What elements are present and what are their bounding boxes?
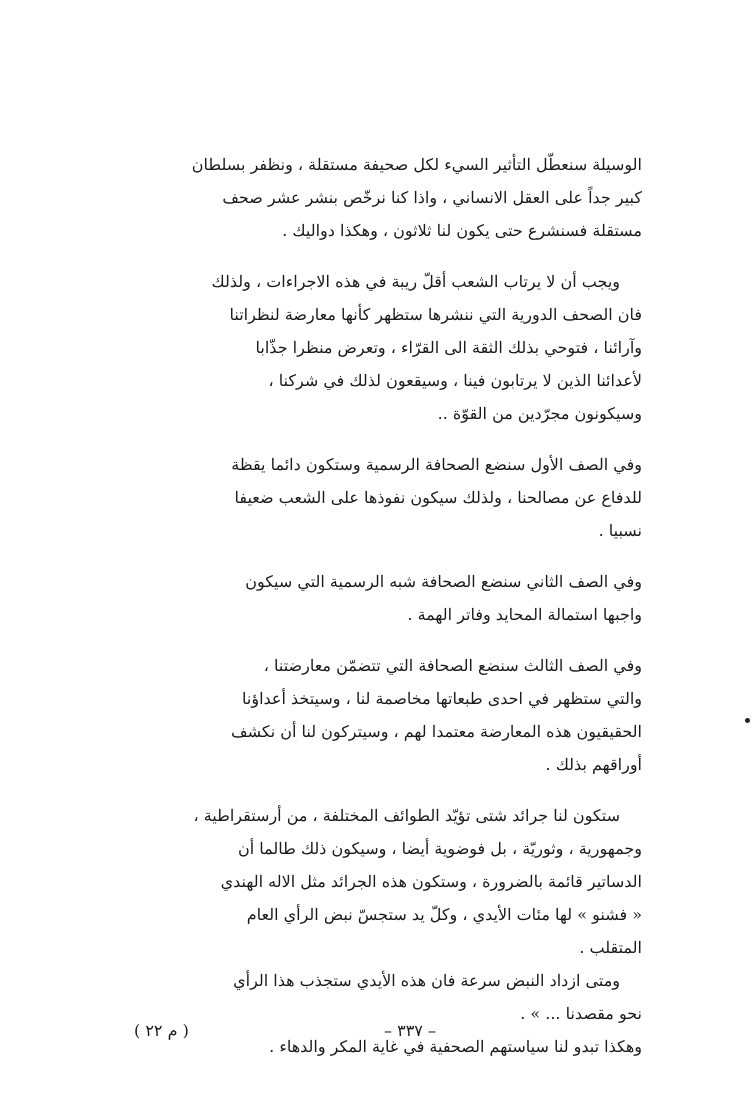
text-line: وهكذا تبدو لنا سياستهم الصحفية في غاية المكر والدهاء . bbox=[269, 1037, 642, 1056]
page-number: – ٣٣٧ – bbox=[384, 1021, 436, 1040]
paragraph-6 bbox=[120, 799, 642, 964]
text-line: وجمهورية ، وثوريّة ، بل فوضوية أيضا ، وسيكون ذلك طالما أن bbox=[237, 839, 642, 858]
text-line: الدساتير قائمة بالضرورة ، وستكون هذه الجرائد مثل الاله الهندي bbox=[220, 872, 642, 891]
paragraph-3 bbox=[120, 448, 642, 547]
text-line: وآرائنا ، فتوحي بذلك الثقة الى القرّاء ، وتعرض منظرا جذّابا bbox=[255, 338, 642, 357]
text-line: الوسيلة سنعطّل التأثير السيء لكل صحيفة مستقلة ، ونظفر بسلطان bbox=[191, 155, 642, 174]
text-line: المتقلب . bbox=[579, 938, 642, 957]
body-text bbox=[120, 148, 642, 1063]
text-line: وفي الصف الأول سنضع الصحافة الرسمية وستكون دائما يقظة bbox=[231, 455, 642, 474]
text-line: الحقيقيون هذه المعارضة معتمدا لهم ، وسيتركون لنا أن نكشف bbox=[231, 722, 642, 741]
text-line: ويجب أن لا يرتاب الشعب أقلّ ريبة في هذه الاجراءات ، ولذلك bbox=[211, 272, 620, 291]
paragraph-2 bbox=[120, 265, 642, 430]
text-line: والتي ستظهر في احدى طبعاتها مخاصمة لنا ، وسيتخذ أعداؤنا bbox=[242, 689, 642, 708]
signature-mark: ( م ٢٢ ) bbox=[134, 1021, 189, 1040]
scan-speck bbox=[745, 718, 750, 723]
text-line: « فشنو » لها مئات الأيدي ، وكلّ يد ستجسّ نبض الرأي العام bbox=[246, 905, 642, 924]
text-line: مستقلة فسنشرع حتى يكون لنا ثلاثون ، وهكذا دواليك . bbox=[282, 221, 642, 240]
text-line: لأعدائنا الذين لا يرتابون فينا ، وسيقعون لذلك في شركنا ، bbox=[268, 371, 642, 390]
text-line: أوراقهم بذلك . bbox=[545, 755, 642, 774]
text-line: نحو مقصدنا ... » . bbox=[520, 1004, 642, 1023]
text-line: فان الصحف الدورية التي ننشرها ستظهر كأنها معارضة لنظراتنا bbox=[229, 305, 642, 324]
text-line: وسيكونون مجرّدين من القوّة .. bbox=[437, 404, 642, 423]
page-footer bbox=[0, 1016, 754, 1046]
text-line: للدفاع عن مصالحنا ، ولذلك سيكون نفوذها على الشعب ضعيفا bbox=[234, 488, 642, 507]
text-line: ومتى ازداد النبض سرعة فان هذه الأيدي ستجذب هذا الرأي bbox=[233, 971, 620, 990]
text-line: كبير جداً على العقل الانساني ، واذا كنا نرخّص بنشر عشر صحف bbox=[222, 188, 642, 207]
paragraph-1 bbox=[120, 148, 642, 247]
text-line: ستكون لنا جرائد شتى تؤيّد الطوائف المختلفة ، من أرستقراطية ، bbox=[193, 806, 620, 825]
text-line: وفي الصف الثاني سنضع الصحافة شبه الرسمية التي سيكون bbox=[245, 572, 642, 591]
text-line: واجبها استمالة المحايد وفاتر الهمة . bbox=[407, 605, 642, 624]
paragraph-4 bbox=[120, 565, 642, 631]
paragraph-5 bbox=[120, 649, 642, 781]
text-line: وفي الصف الثالث سنضع الصحافة التي تتضمّن معارضتنا ، bbox=[263, 656, 642, 675]
text-line: نسبيا . bbox=[598, 521, 642, 540]
